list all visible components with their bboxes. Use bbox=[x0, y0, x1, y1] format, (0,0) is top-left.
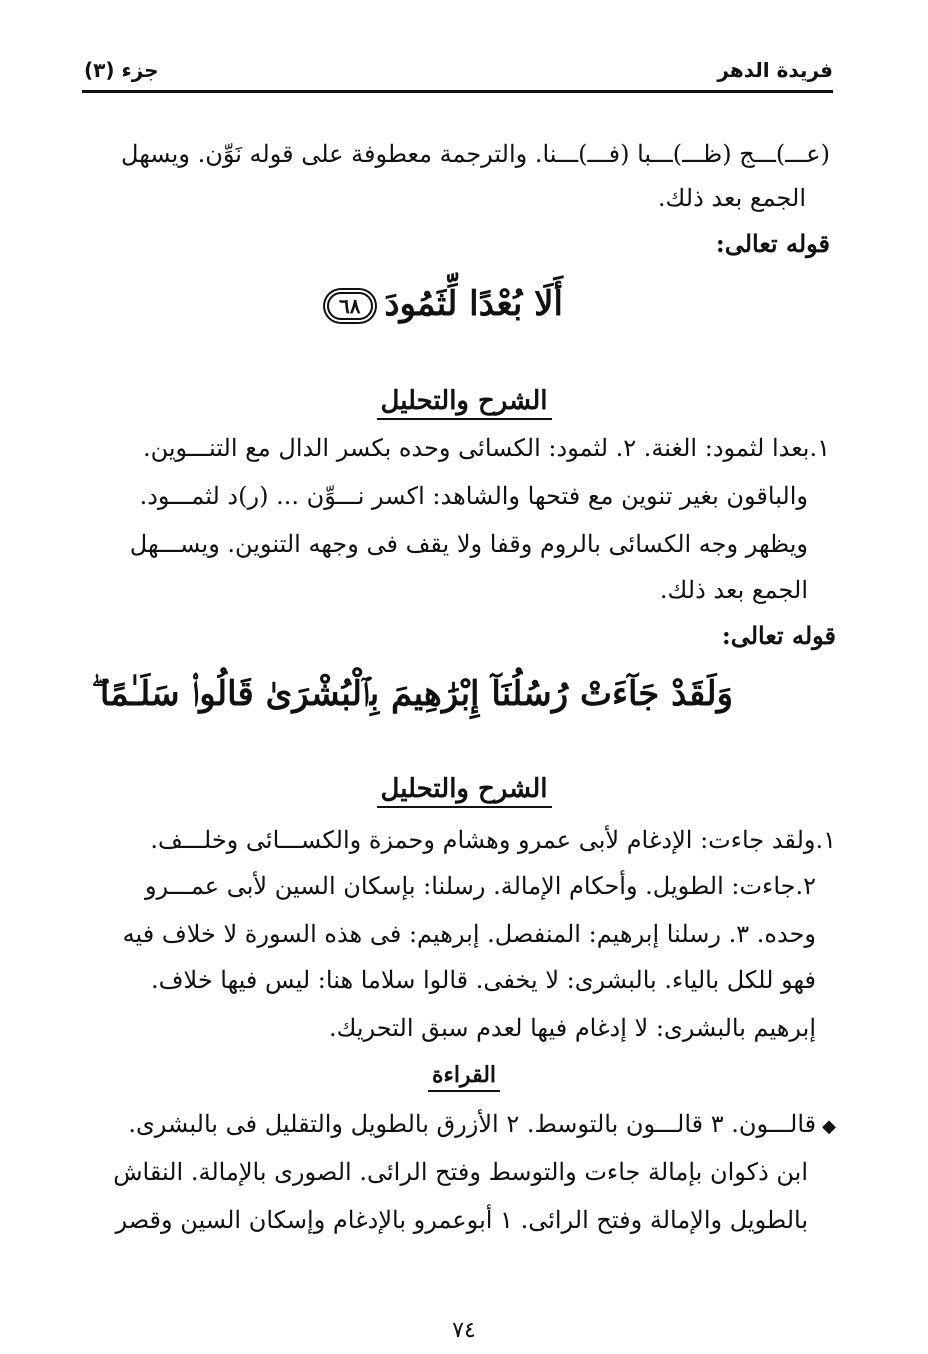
ayah-number-marker: ٦٨ bbox=[327, 292, 372, 320]
body-line: (عـــ)ـــج (ظـــ)ـــبا (فـــ)ـــنا. والترجمة معطوفة على قوله نَوِّن. ويسهل bbox=[121, 140, 830, 168]
section-heading: القراءة bbox=[0, 1062, 928, 1088]
quran-verse bbox=[91, 672, 733, 716]
quran-verse bbox=[319, 282, 563, 326]
book-title: فريدة الدهر bbox=[717, 58, 833, 82]
body-line: ١.ولقد جاءت: الإدغام لأبى عمرو وهشام وحمزة والكســـائى وخلـــف. bbox=[150, 826, 836, 854]
body-line: وحده. ٣. رسلنا إبرهيم: المنفصل. إبرهيم: فى هذه السورة لا خلاف فيه bbox=[122, 920, 816, 948]
body-line: فهو للكل بالياء. بالبشرى: لا يخفى. قالوا سلاما هنا: ليس فيها خلاف. bbox=[151, 966, 816, 994]
running-header bbox=[82, 52, 833, 93]
qawluhu-label: قوله تعالى: bbox=[715, 229, 830, 258]
verse-text: وَلَقَدْ جَآءَتْ رُسُلُنَآ إِبْرَٰهِيمَ بِٱلْبُشْرَىٰ قَالُوا۟ سَلَـٰمًا ۖ bbox=[91, 674, 733, 714]
body-line: ابن ذكوان بإمالة جاءت والتوسط وفتح الرائى. الصورى بالإمالة. النقاش bbox=[113, 1158, 808, 1186]
page-number: ٧٤ bbox=[452, 1318, 476, 1343]
body-line: ٢.جاءت: الطويل. وأحكام الإمالة. رسلنا: بإسكان السين لأبى عمـــرو bbox=[144, 872, 816, 900]
section-heading: الشرح والتحليل bbox=[0, 386, 928, 416]
body-line: ◆قالـــون. ٣ قالـــون بالتوسط. ٢ الأزرق بالطويل والتقليل فى بالبشرى. bbox=[128, 1110, 836, 1138]
body-line: ١.بعدا لثمود: الغنة. ٢. لثمود: الكسائى وحده بكسر الدال مع التنـــوين. bbox=[142, 434, 830, 462]
body-line: بالطويل والإمالة وفتح الرائى. ١ أبوعمرو بالإدغام وإسكان السين وقصر bbox=[115, 1206, 808, 1234]
body-line: ويظهر وجه الكسائى بالروم وقفا ولا يقف فى وجهه التنوين. ويســـهل bbox=[129, 530, 808, 558]
part-label: جزء (٣) bbox=[84, 58, 159, 82]
body-line: الجمع بعد ذلك. bbox=[659, 576, 808, 604]
diamond-bullet-icon: ◆ bbox=[822, 1116, 836, 1137]
body-line: والباقون بغير تنوين مع فتحها والشاهد: اكسر نـــوِّن ... (ر)د لثمـــود. bbox=[139, 482, 808, 510]
qawluhu-label: قوله تعالى: bbox=[721, 621, 836, 650]
body-line: إبرهيم بالبشرى: لا إدغام فيها لعدم سبق التحريك. bbox=[329, 1014, 816, 1042]
section-heading: الشرح والتحليل bbox=[0, 774, 928, 804]
verse-text: أَلَا بُعْدًا لِّثَمُودَ bbox=[384, 284, 563, 324]
body-line: الجمع بعد ذلك. bbox=[657, 184, 806, 212]
